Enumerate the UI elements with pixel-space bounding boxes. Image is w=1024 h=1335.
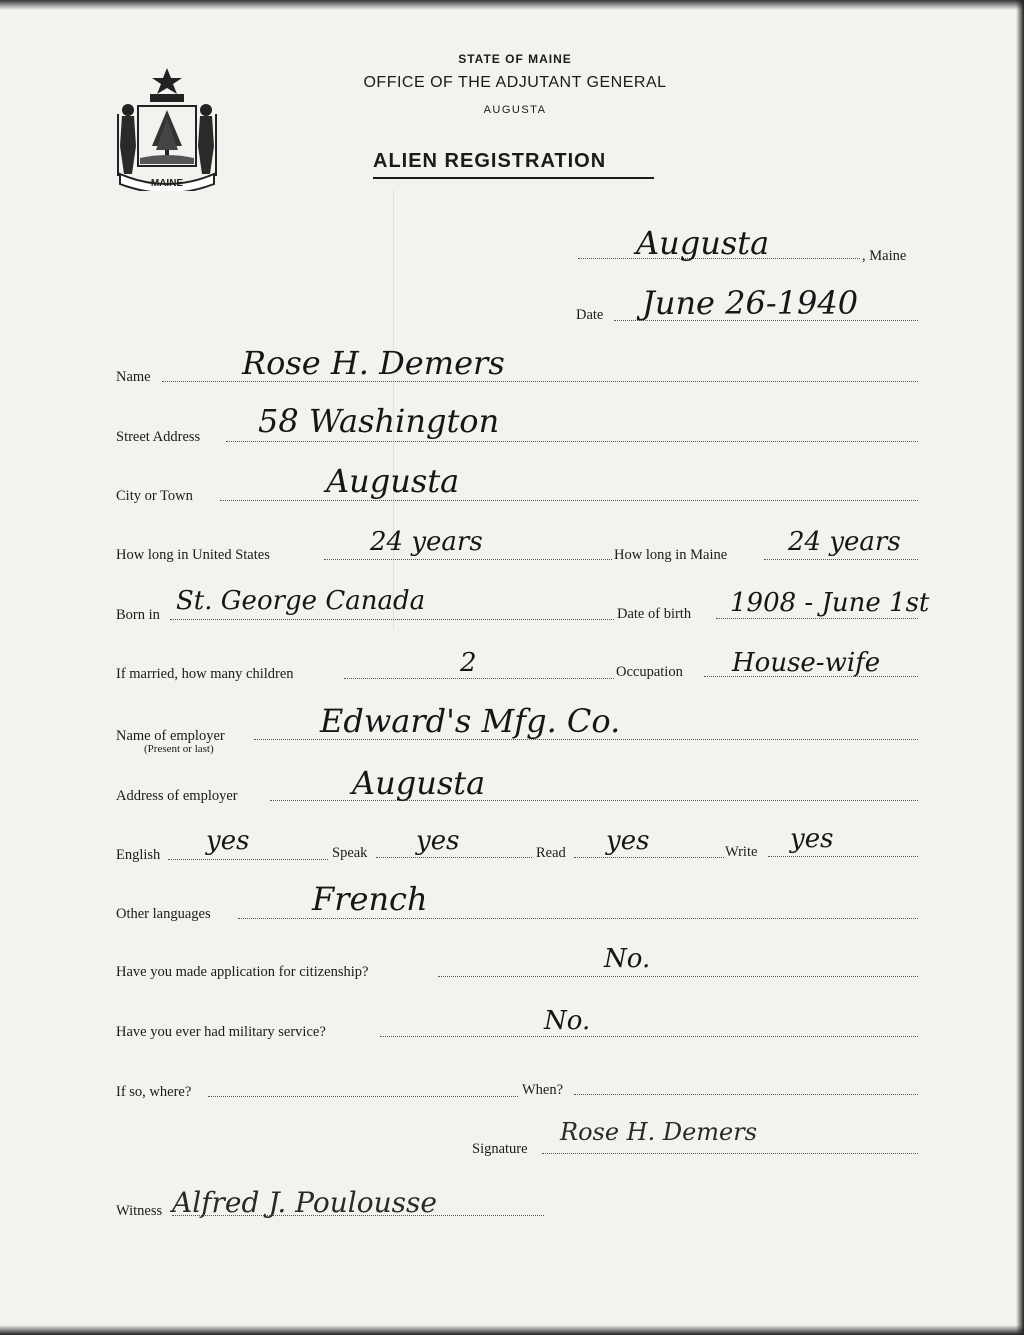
date-label: Date [576,307,604,323]
citizenship-value: No. [604,944,651,974]
us-label: How long in United States [116,547,270,563]
where-label: If so, where? [116,1084,192,1100]
city-label: City or Town [116,488,193,504]
children-line [344,678,614,679]
employer-sublabel: (Present or last) [144,743,214,755]
maine-line [764,559,918,560]
seal-text: MAINE [150,178,184,189]
citizenship-line [438,976,918,977]
citizenship-label: Have you made application for citizenship? [116,964,369,980]
military-label: Have you ever had military service? [116,1024,326,1040]
born-value: St. George Canada [176,586,426,616]
speak-line [376,857,532,858]
street-label: Street Address [116,429,201,445]
other-lang-label: Other languages [116,906,211,922]
form-title: ALIEN REGISTRATION [373,150,607,172]
where-line [208,1096,518,1097]
write-label: Write [725,844,758,860]
military-line [380,1036,918,1037]
when-line [574,1094,918,1095]
born-label: Born in [116,607,160,623]
speak-value: yes [416,826,460,856]
children-value: 2 [460,648,477,678]
occupation-value: House-wife [732,648,881,678]
english-line [168,859,328,860]
us-line [324,559,612,560]
children-label: If married, how many children [116,666,294,682]
english-label: English [116,847,161,863]
occupation-label: Occupation [616,664,683,680]
scan-edge-bottom [0,1325,1024,1335]
write-value: yes [790,824,834,854]
street-value: 58 Washington [258,402,500,440]
dob-label: Date of birth [617,606,692,622]
witness-value: Alfred J. Poulousse [172,1186,437,1219]
maine-label: How long in Maine [614,547,728,563]
military-value: No. [544,1006,591,1036]
emp-address-label: Address of employer [116,788,238,804]
dob-value: 1908 - June 1st [730,588,930,618]
office-heading: OFFICE OF THE ADJUTANT GENERAL [363,74,667,91]
name-value: Rose H. Demers [242,344,505,382]
born-line [170,619,614,620]
title-underline [373,177,654,179]
other-lang-value: French [312,880,428,918]
date-value: June 26-1940 [642,284,859,322]
speak-label: Speak [332,845,368,861]
english-value: yes [206,826,250,856]
scan-edge-right [1016,0,1024,1335]
signature-line [542,1153,918,1154]
when-label: When? [522,1082,564,1098]
read-value: yes [606,826,650,856]
signature-label: Signature [472,1141,528,1157]
dob-line [716,618,918,619]
read-label: Read [536,845,566,861]
us-value: 24 years [370,527,483,557]
city-heading: AUGUSTA [483,104,547,116]
city-line [220,500,918,501]
state-heading: STATE OF MAINE [458,52,572,66]
street-line [226,441,918,442]
other-lang-line [238,918,918,919]
place-value: Augusta [636,224,770,262]
state-seal-icon [112,66,222,191]
read-line [574,857,724,858]
signature-value: Rose H. Demers [560,1118,758,1146]
write-line [768,856,918,857]
employer-label: Name of employer [116,728,225,744]
city-value: Augusta [326,462,460,500]
employer-value: Edward's Mfg. Co. [320,702,621,740]
witness-label: Witness [116,1203,163,1219]
name-label: Name [116,369,151,385]
emp-address-value: Augusta [352,764,486,802]
scan-edge-top [0,0,1024,10]
place-suffix: , Maine [862,248,907,264]
maine-value: 24 years [788,527,901,557]
